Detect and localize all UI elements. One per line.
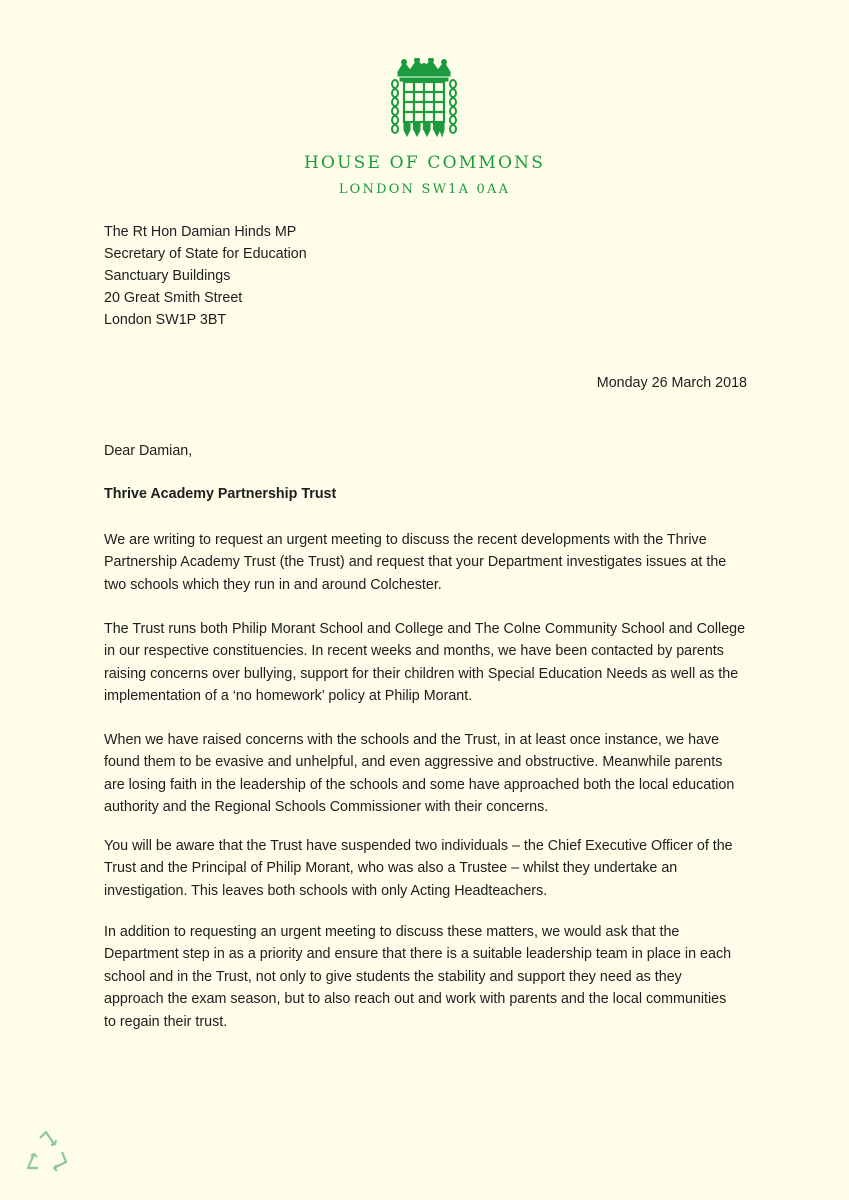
paragraph-line: investigation. This leaves both schools with only Acting Headteachers.: [104, 882, 548, 899]
paragraph-line: You will be aware that the Trust have suspended two individuals – the Chief Executive Officer of the: [104, 838, 733, 854]
recipient-title: Secretary of State for Education: [104, 246, 307, 262]
paragraph-line: Partnership Academy Trust (the Trust) and request that your Department investigates issues at the: [104, 554, 727, 571]
paragraph-line: The Trust runs both Philip Morant School and College and The Colne Community School and College: [104, 621, 746, 637]
paragraph-line: When we have raised concerns with the schools and the Trust, in at least once instance, we have: [104, 732, 720, 748]
letterhead-title: HOUSE OF COMMONS: [303, 153, 546, 173]
paragraph-4: [104, 835, 733, 902]
paragraph-line: raising concerns over bullying, support for their children with Special Education Needs as well as the: [104, 665, 739, 682]
recipient-street: 20 Great Smith Street: [104, 290, 243, 306]
paragraph-line: two schools which they run in and around Colchester.: [104, 576, 442, 593]
paragraph-line: in our respective constituencies. In recent weeks and months, we have been contacted by parents: [104, 643, 724, 660]
subject-line: Thrive Academy Partnership Trust: [104, 486, 337, 502]
paragraph-line: authority and the Regional Schools Commissioner with their concerns.: [104, 799, 549, 816]
portcullis-icon: [390, 58, 458, 140]
letter-date: Monday 26 March 2018: [596, 375, 747, 391]
paragraph-line: approach the exam season, but to also reach out and work with parents and the local communities: [104, 991, 727, 1008]
paragraph-5: [104, 921, 731, 1033]
paragraph-line: school and in the Trust, not only to give students the stability and support they need as they: [104, 968, 682, 985]
recycle-icon: [24, 1130, 68, 1174]
recipient-name: The Rt Hon Damian Hinds MP: [104, 224, 297, 240]
recipient-building: Sanctuary Buildings: [104, 268, 231, 284]
paragraph-line: to regain their trust.: [104, 1013, 228, 1030]
paragraph-line: We are writing to request an urgent meeting to discuss the recent developments with the Thrive: [104, 532, 707, 548]
paragraph-line: found them to be evasive and unhelpful, and even aggressive and obstructive. Meanwhile parents: [104, 754, 723, 771]
paragraph-1: [104, 529, 726, 596]
letterhead-address: LONDON SW1A 0AA: [338, 182, 511, 197]
paragraph-line: Department step in as a priority and ensure that there is a suitable leadership team in place in each: [104, 946, 732, 963]
paragraph-line: are losing faith in the leadership of the schools and some have approached both the local education: [104, 776, 735, 793]
paragraph-line: implementation of a ‘no homework’ policy at Philip Morant.: [104, 688, 473, 705]
paragraph-line: Trust and the Principal of Philip Morant, who was also a Trustee – whilst they undertake an: [104, 860, 678, 877]
paragraph-2: [104, 618, 745, 708]
paragraph-line: In addition to requesting an urgent meeting to discuss these matters, we would ask that the: [104, 924, 680, 940]
recipient-postcode: London SW1P 3BT: [104, 312, 227, 328]
paragraph-3: [104, 729, 734, 819]
salutation: Dear Damian,: [104, 443, 193, 459]
